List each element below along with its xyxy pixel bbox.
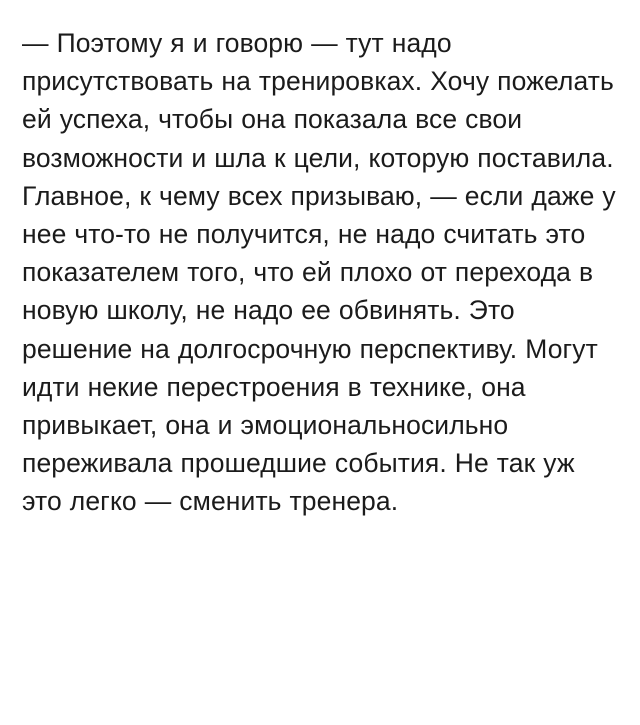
quote-paragraph: — Поэтому я и говорю — тут надо присутствовать на тренировках. Хочу пожелать ей успеха, чтобы она показала все свои возможности и шла к цели, которую поставила. Главное, к чему всех призываю, — если даже у нее что-то не получится, не надо считать это показателем того, что ей плохо от перехода в новую школу, не надо ее обвинять. Это решение на долгосрочную перспективу. Могут идти некие перестроения в технике, она привыкает, она и эмоциональносильно переживала прошедшие события. Не так уж это легко — сменить тренера. [22, 28, 616, 517]
quote-text-block [22, 24, 618, 521]
